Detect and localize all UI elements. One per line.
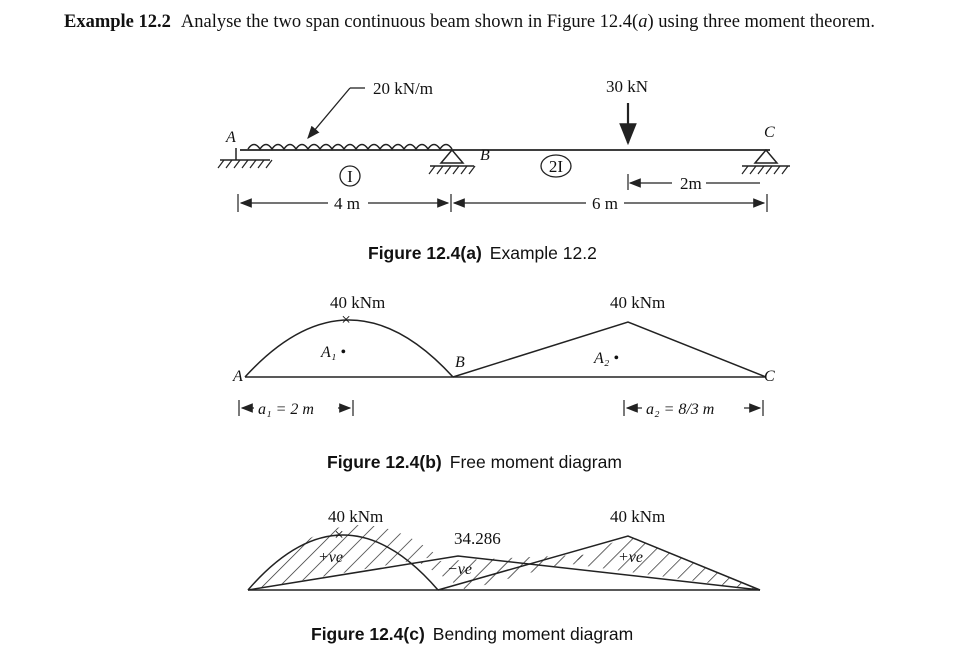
- c-peak1-label: 40 kNm: [328, 507, 384, 526]
- support-a-fixed: [218, 148, 272, 168]
- bmd-peak-mark: ×: [334, 525, 344, 544]
- b-support-a-label: A: [233, 368, 243, 385]
- b-a1-dim-label: a₁ = 2 m: [258, 401, 314, 418]
- c-neg-label: −ve: [447, 561, 472, 578]
- dim-span1-label: 4 m: [334, 194, 360, 213]
- b-area2-label: A₂ •: [594, 350, 619, 367]
- figure-c-bending-moment-diagram: [248, 507, 760, 644]
- figure-c-caption-text: Bending moment diagram: [432, 624, 634, 644]
- support-b-pin: [429, 150, 475, 174]
- udl-wave: [248, 145, 452, 150]
- heading-text-italic: a: [638, 12, 648, 32]
- b-support-b-label: B: [455, 354, 465, 371]
- parabola-peak-mark: ×: [341, 310, 351, 329]
- figure-b-caption: [327, 452, 622, 472]
- c-pos2-label: +ve: [618, 549, 643, 566]
- udl-leader-arrow: [308, 88, 350, 138]
- figure-c-caption: [311, 624, 633, 644]
- figure-a-caption-text: Example 12.2: [489, 243, 597, 263]
- figure-b-caption-text: Free moment diagram: [449, 452, 622, 472]
- point-load-label: 30 kN: [606, 77, 649, 96]
- dim-span2-label: 6 m: [592, 194, 618, 213]
- figure-c-caption-bold: Figure 12.4(c): [311, 624, 425, 644]
- c-pos1-label: +ve: [318, 549, 343, 566]
- figure-a-caption-bold: Figure 12.4(a): [368, 243, 482, 263]
- support-b-label: B: [480, 147, 490, 164]
- b-peak2-label: 40 kNm: [610, 293, 666, 312]
- b-a2-dim-label: a₂ = 8/3 m: [646, 401, 715, 418]
- heading-text-after: ) using three moment theorem.: [647, 12, 876, 32]
- b-peak1-label: 40 kNm: [330, 293, 386, 312]
- example-label: Example 12.2: [64, 12, 171, 32]
- heading-text-before: Analyse the two span continuous beam shown in Figure 12.4(: [180, 12, 639, 32]
- support-a-label: A: [226, 129, 236, 146]
- udl-load-label: 20 kN/m: [373, 79, 433, 98]
- bmd-positive-region-2: [564, 536, 760, 590]
- support-c-pin: [742, 150, 790, 174]
- span2-tag-label: 2I: [548, 157, 564, 176]
- figure-b-caption-bold: Figure 12.4(b): [327, 452, 442, 472]
- span1-tag-label: I: [347, 167, 353, 186]
- b-area1-label: A₁ •: [321, 344, 346, 361]
- figure-a-beam-diagram: [218, 77, 790, 263]
- c-peak2-label: 40 kNm: [610, 507, 666, 526]
- dim-point-label: 2m: [680, 174, 702, 193]
- support-c-label: C: [764, 124, 775, 141]
- b-support-c-label: C: [764, 368, 775, 385]
- figure-a-caption: [368, 243, 597, 263]
- figure-b-free-moment-diagram: [232, 293, 775, 472]
- c-support-moment-label: 34.286: [454, 529, 501, 548]
